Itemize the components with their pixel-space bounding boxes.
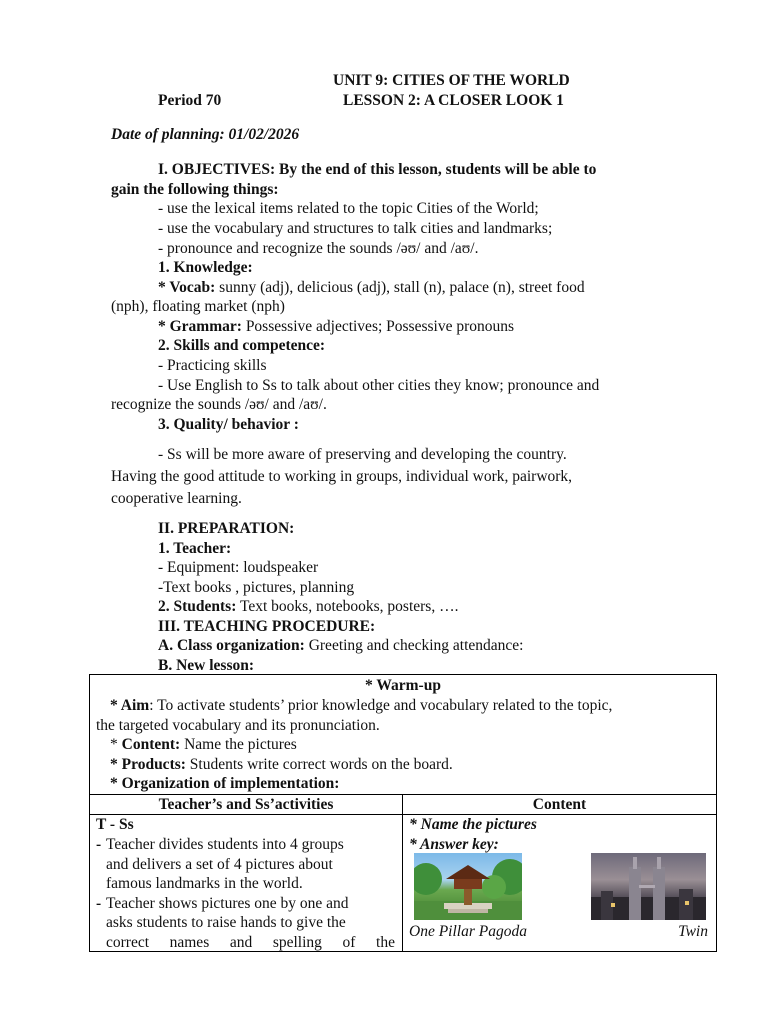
content-text: Name the pictures bbox=[180, 736, 297, 753]
class-organization-line bbox=[158, 636, 523, 655]
warmup-table bbox=[89, 674, 717, 952]
vocab-line bbox=[158, 278, 585, 297]
skills-heading: 2. Skills and competence: bbox=[158, 337, 326, 354]
objectives-heading: I. OBJECTIVES: By the end of this lesson, students will be able to bbox=[158, 161, 597, 178]
caption-one-pillar-pagoda: One Pillar Pagoda bbox=[409, 923, 527, 940]
aim-label: * Aim bbox=[110, 697, 150, 714]
students-text: Text books, notebooks, posters, …. bbox=[236, 598, 459, 615]
word: spelling bbox=[272, 934, 322, 951]
quality-text: cooperative learning. bbox=[111, 490, 242, 507]
new-lesson-heading: B. New lesson: bbox=[158, 657, 255, 674]
objectives-heading-cont: gain the following things: bbox=[111, 181, 279, 198]
one-pillar-pagoda-image bbox=[414, 853, 522, 920]
word: the bbox=[376, 934, 395, 951]
class-organization-text: Greeting and checking attendance: bbox=[304, 637, 524, 654]
content-line bbox=[110, 735, 297, 755]
class-organization-label: A. Class organization: bbox=[158, 637, 305, 654]
vocab-text-cont: (nph), floating market (nph) bbox=[111, 298, 285, 315]
col-header-content: Content bbox=[532, 796, 587, 813]
skills-item: - Practicing skills bbox=[158, 357, 267, 374]
products-text: Students write correct words on the board. bbox=[185, 756, 453, 773]
objective-item: - use the vocabulary and structures to talk cities and landmarks; bbox=[158, 220, 553, 237]
products-line bbox=[110, 755, 453, 775]
skills-item-cont: recognize the sounds /əʊ/ and /aʊ/. bbox=[111, 396, 327, 413]
activity-text-justified bbox=[106, 933, 395, 953]
period-label: Period 70 bbox=[158, 92, 222, 109]
aim-line bbox=[110, 696, 612, 716]
teacher-item: -Text books , pictures, planning bbox=[158, 579, 355, 596]
skills-item: - Use English to Ss to talk about other cities they know; pronounce and bbox=[158, 377, 600, 394]
vocab-text: sunny (adj), delicious (adj), stall (n), palace (n), street food bbox=[215, 279, 585, 296]
objective-item: - pronounce and recognize the sounds /əʊ/ and /aʊ/. bbox=[158, 240, 479, 257]
products-label: * Products: bbox=[110, 756, 186, 773]
twin-towers-image bbox=[591, 853, 706, 920]
quality-text: - Ss will be more aware of preserving and developing the country. bbox=[158, 446, 567, 463]
bullet: - bbox=[96, 895, 102, 912]
content-star: * bbox=[110, 736, 122, 753]
bullet: - bbox=[96, 836, 102, 853]
activity-text: and delivers a set of 4 pictures about bbox=[106, 856, 333, 873]
towers-illustration bbox=[591, 853, 706, 920]
aim-text-cont: the targeted vocabulary and its pronunciation. bbox=[96, 717, 380, 734]
grammar-line bbox=[158, 317, 514, 336]
activity-text: famous landmarks in the world. bbox=[106, 875, 303, 892]
pagoda-illustration bbox=[414, 853, 522, 920]
vocab-label: * Vocab: bbox=[158, 279, 216, 296]
organization-label: * Organization of implementation: bbox=[110, 775, 340, 792]
content-label: Content: bbox=[121, 736, 181, 753]
students-label: 2. Students: bbox=[158, 598, 237, 615]
knowledge-heading: 1. Knowledge: bbox=[158, 259, 253, 276]
preparation-heading: II. PREPARATION: bbox=[158, 520, 295, 537]
teacher-heading: 1. Teacher: bbox=[158, 540, 232, 557]
lesson-title: LESSON 2: A CLOSER LOOK 1 bbox=[343, 92, 564, 109]
date-of-planning: Date of planning: 01/02/2026 bbox=[111, 126, 300, 143]
activity-text: asks students to raise hands to give the bbox=[106, 914, 346, 931]
activity-text: Teacher shows pictures one by one and bbox=[106, 895, 349, 912]
grammar-text: Possessive adjectives; Possessive pronouns bbox=[241, 318, 515, 335]
procedure-heading: III. TEACHING PROCEDURE: bbox=[158, 618, 376, 635]
word: names bbox=[169, 934, 210, 951]
caption-twin: Twin bbox=[678, 923, 708, 940]
activity-text: Teacher divides students into 4 groups bbox=[106, 836, 344, 853]
aim-text: : To activate students’ prior knowledge and vocabulary related to the topic, bbox=[149, 697, 613, 714]
warmup-title: * Warm-up bbox=[365, 677, 441, 694]
header-divider bbox=[90, 814, 716, 815]
unit-title: UNIT 9: CITIES OF THE WORLD bbox=[333, 72, 570, 89]
grammar-label: * Grammar: bbox=[158, 318, 242, 335]
word: and bbox=[229, 934, 253, 951]
quality-heading: 3. Quality/ behavior : bbox=[158, 416, 299, 433]
word: of bbox=[342, 934, 356, 951]
col-header-activities: Teacher’s and Ss’activities bbox=[158, 796, 334, 813]
activity-mode: T - Ss bbox=[96, 816, 134, 833]
quality-text: Having the good attitude to working in groups, individual work, pairwork, bbox=[111, 468, 573, 485]
students-line bbox=[158, 597, 458, 616]
content-title: * Name the pictures bbox=[409, 816, 537, 833]
teacher-item: - Equipment: loudspeaker bbox=[158, 559, 319, 576]
column-divider bbox=[402, 794, 403, 951]
word: correct bbox=[106, 934, 150, 951]
objective-item: - use the lexical items related to the topic Cities of the World; bbox=[158, 200, 539, 217]
answer-key-label: * Answer key: bbox=[409, 836, 499, 853]
